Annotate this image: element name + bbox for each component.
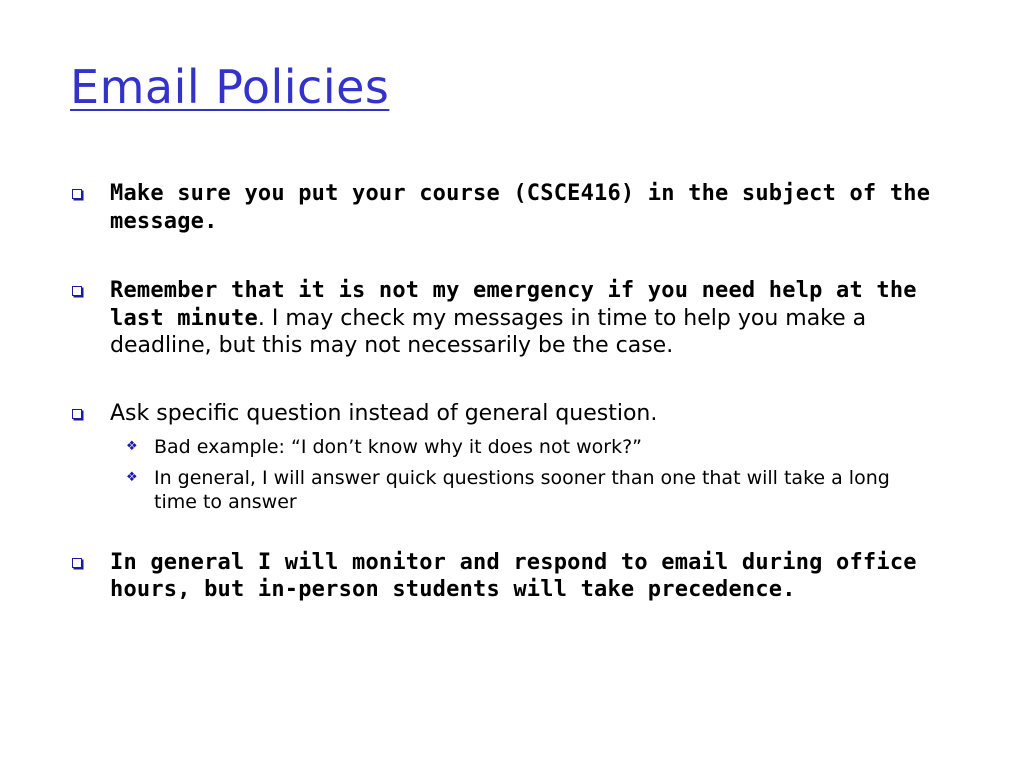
square-bullet-icon bbox=[72, 558, 82, 568]
diamond-bullet-icon: ❖ bbox=[126, 469, 138, 485]
sub-bullet-text: In general, I will answer quick questions sooner than one that will take a long time to answer bbox=[154, 466, 890, 513]
square-bullet-icon bbox=[72, 189, 82, 199]
list-item bbox=[72, 180, 932, 235]
list-item bbox=[72, 400, 932, 428]
bullet-bold-text: Make sure you put your course (CSCE416) in the subject of the message. bbox=[110, 181, 931, 234]
bullet-list bbox=[72, 180, 932, 604]
sub-bullet-list bbox=[72, 435, 932, 515]
sub-list-item bbox=[122, 466, 932, 515]
square-bullet-icon bbox=[72, 286, 82, 296]
list-item bbox=[72, 549, 932, 604]
list-item bbox=[72, 277, 932, 360]
bullet-bold-text: In general I will monitor and respond to email during office hours, but in-person students will take precedence. bbox=[110, 549, 917, 602]
diamond-bullet-icon: ❖ bbox=[126, 439, 138, 454]
bullet-plain-text: . I may check my messages in time to help you make a deadline, but this may not necessarily be the case. bbox=[110, 305, 867, 358]
sub-list-item bbox=[122, 435, 932, 460]
page-title: Email Policies bbox=[70, 60, 390, 114]
square-bullet-icon bbox=[72, 409, 82, 419]
bullet-bold-text: Remember that it is not my emergency if you need help at the last minute bbox=[110, 278, 917, 331]
bullet-plain-text: Ask specific question instead of general question. bbox=[110, 400, 658, 426]
sub-bullet-text: Bad example: “I don’t know why it does not work?” bbox=[154, 436, 642, 458]
